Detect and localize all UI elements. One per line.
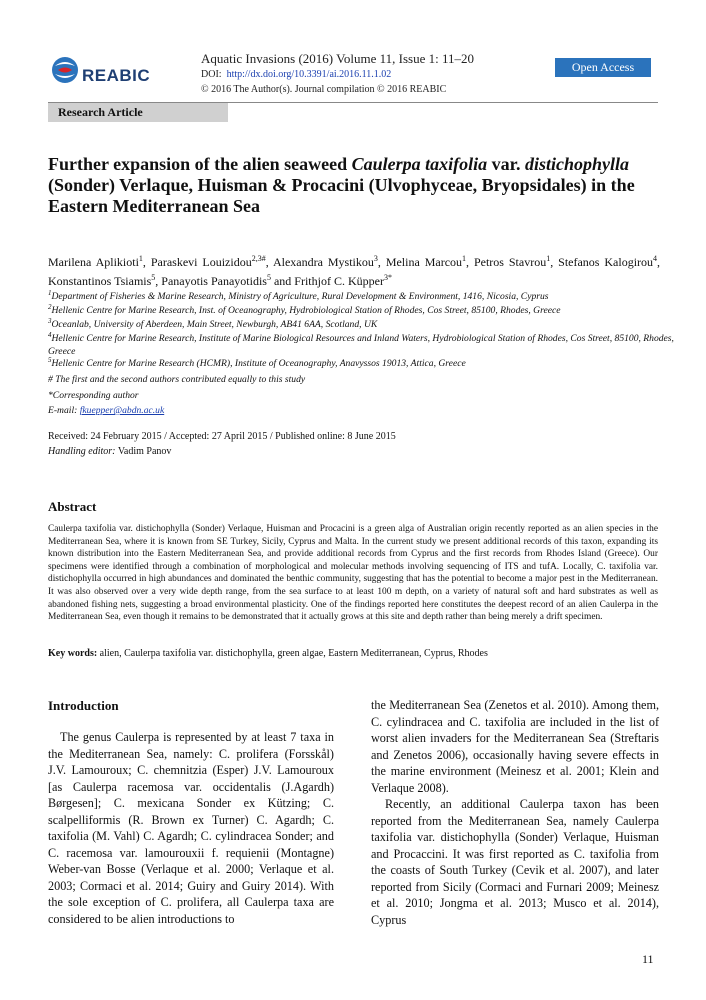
copyright: © 2016 The Author(s). Journal compilation © 2016 REABIC xyxy=(201,84,447,95)
paragraph: the Mediterranean Sea (Zenetos et al. 2010). Among them, C. cylindracea and C. taxifolia are included in the list of worst alien invaders for the Mediterranean Sea (Streftaris and Zenetos 2006), occasionally having severe effects in the marine environment (Meinesz et al. 2001; Klein and Verlaque 2008). xyxy=(371,698,659,795)
author-name: Marilena Aplikioti xyxy=(48,255,139,269)
abstract-text: Caulerpa taxifolia var. distichophylla (Sonder) Verlaque, Huisman and Procacini is a green alga of Australian origin recently reported as an alien species in the Mediterranean Sea, where it is known from SE Turkey, Sicily, Cyprus and Malta. In the current study we present additional records of this taxon, expanding its known distribution into the Eastern Mediterranean Sea, and provide additional records from Cyprus and the first records from Rhodes Island (Greece). Our specimens were identified through a combination of morphological and molecular methods involving sequencing of ITS and tufA. Locally, C. taxifolia var. distichophylla occurred in high abundances and dominated the benthic community, suggesting that has the potential to become a major pest in the Mediterranean. It was also observed over a very wide depth range, from the sea surface to at least 100 m depth, on a variety of natural soft and hard substrates as well as abandoned fishing nets, suggesting a broad environmental plasticity. One of the findings reported here constitutes the deepest record of an alien Caulerpa in the Mediterranean Sea, even though it remains to be demonstrated that it actually grows at this site and depth rather than being merely a drift specimen. xyxy=(48,524,658,623)
author-name: Melina Marcou xyxy=(385,255,463,269)
title-text-rest: (Sonder) Verlaque, Huisman & Procacini (Ulvophyceae, Bryopsidales) in the Eastern Mediterranean Sea xyxy=(48,175,635,216)
title-variety: distichophylla xyxy=(525,154,630,174)
email-line xyxy=(48,405,164,416)
article-type-label: Research Article xyxy=(48,103,228,122)
introduction-left-column: The genus Caulerpa is represented by at least 7 taxa in the Mediterranean Sea, namely: C. prolifera (Forsskål) J.V. Lamouroux; C. chemnitzia (Esper) J.V. Lamouroux [as Caulerpa racemosa var. occidentalis (J.Agardh) Børgesen]; C. mexicana Sonder ex Kützing; C. scalpelliformis (R. Brown ex Turner) C. Agardh; C. taxifolia (M. Vahl) C. Agardh; C. cylindracea Sonder; and C. racemosa var. lamourouxii f. requienii (Montagne) Weber-van Bosse (Verlaque et al. 2000; Verlaque et al. 2003; Cormaci et al. 2014; Guiry and Guiry 2014). With the sole exception of C. prolifera, all Caulerpa taxa are considered to be alien introductions to xyxy=(48,730,334,926)
affiliation: $^4$Hellenic Centre for Marine Research, Institute of Marine Biological Resources and Inland Waters, Hydrobiological Station of Rhodes, Cos Street, 85100, Rhodes, Greece xyxy=(48,331,674,357)
publication-dates: Received: 24 February 2015 / Accepted: 27 April 2015 / Published online: 8 June 2015 xyxy=(48,431,396,442)
author-name: Frithjof C. Küpper xyxy=(294,274,384,288)
title-var: var. xyxy=(487,154,526,174)
keywords-text: alien, Caulerpa taxifolia var. distichophylla, green algae, Eastern Mediterranean, Cyprus, Rhodes xyxy=(97,648,488,659)
email-link[interactable]: fkuepper@abdn.ac.uk xyxy=(79,405,165,416)
title-species: Caulerpa taxifolia xyxy=(351,154,488,174)
email-label: E-mail: xyxy=(48,405,80,416)
author-name: Konstantinos Tsiamis xyxy=(48,274,152,288)
doi-line xyxy=(201,69,391,80)
introduction-heading: Introduction xyxy=(48,698,119,713)
author-affiliation-mark: 2,3# xyxy=(251,254,266,263)
doi-link[interactable]: http://dx.doi.org/10.3391/ai.2016.11.1.02 xyxy=(226,69,392,80)
keywords xyxy=(48,648,660,659)
paragraph: Recently, an additional Caulerpa taxon has been reported from the Mediterranean Sea, namely Caulerpa taxifolia var. distichophylla (Sonder) Verlaque, Huisman and Procaccini. It was first reported as C. taxifolia from the coasts of South Turkey (Cevik et al. 2007), and later reported from Sicily (Cormaci and Furnari 2009; Meinesz et al. 2010; Jongma et al. 2013; Musco et al. 2014), Cyprus xyxy=(371,797,659,927)
author-affiliation-mark: 5 xyxy=(151,273,156,282)
author-affiliation-mark: 3 xyxy=(373,254,378,263)
affiliation: $^3$Oceanlab, University of Aberdeen, Main Street, Newburgh, AB41 6AA, Scotland, UK xyxy=(48,317,378,331)
handling-editor xyxy=(48,446,171,457)
journal-citation: Aquatic Invasions (2016) Volume 11, Issue 1: 11–20 xyxy=(201,51,474,66)
author-affiliation-mark: 1 xyxy=(138,254,143,263)
author-name: Paraskevi Louizidou xyxy=(150,255,252,269)
keywords-label: Key words: xyxy=(48,648,98,659)
author-affiliation-mark: 5 xyxy=(266,273,271,282)
affiliation: $^5$Hellenic Centre for Marine Research (HCMR), Institute of Oceanography, Anavyssos 19013, Attica, Greece xyxy=(48,356,466,370)
author-affiliation-mark: 1 xyxy=(546,254,551,263)
introduction-right-column xyxy=(371,697,659,928)
equal-contribution-note: # The first and the second authors contributed equally to this study xyxy=(48,374,306,385)
affiliation: $^1$Department of Fisheries & Marine Research, Ministry of Agriculture, Rural Development & Environment, 1416, Nicosia, Cyprus xyxy=(48,289,549,303)
author-name: Petros Stavrou xyxy=(473,255,547,269)
paper-title xyxy=(48,154,668,217)
author-list: Marilena Aplikioti$^1$, Paraskevi Louizidou$^{2,3\#}$, Alexandra Mystikou$^3$, Melina Marcou$^1$, Petros Stavrou$^1$, Stefanos Kalogirou$^4$, Konstantinos Tsiamis$^5$, Panayotis Panayotidis$^5$ and Frithjof C. Küpper$^{3*}$ xyxy=(48,254,661,288)
title-text: Further expansion of the alien seaweed xyxy=(48,154,352,174)
doi-label: DOI: xyxy=(201,69,222,80)
editor-label: Handling editor: xyxy=(48,446,116,457)
page-number: 11 xyxy=(642,952,654,966)
corresponding-author-note: *Corresponding author xyxy=(48,390,139,401)
author-affiliation-mark: 1 xyxy=(462,254,467,263)
author-affiliation-mark: 3* xyxy=(383,273,392,282)
author-name: Panayotis Panayotidis xyxy=(161,274,267,288)
editor-name: Vadim Panov xyxy=(115,446,172,457)
open-access-badge: Open Access xyxy=(555,58,651,77)
author-name: Alexandra Mystikou xyxy=(272,255,374,269)
logo-text: REABIC xyxy=(82,66,151,85)
abstract-heading: Abstract xyxy=(48,499,97,514)
author-affiliation-mark: 4 xyxy=(653,254,658,263)
author-name: Stefanos Kalogirou xyxy=(558,255,654,269)
affiliation: $^2$Hellenic Centre for Marine Research, Inst. of Oceanography, Hydrobiological Station of Rhodes, Cos Street, 85100, Rhodes, Greece xyxy=(48,303,561,317)
